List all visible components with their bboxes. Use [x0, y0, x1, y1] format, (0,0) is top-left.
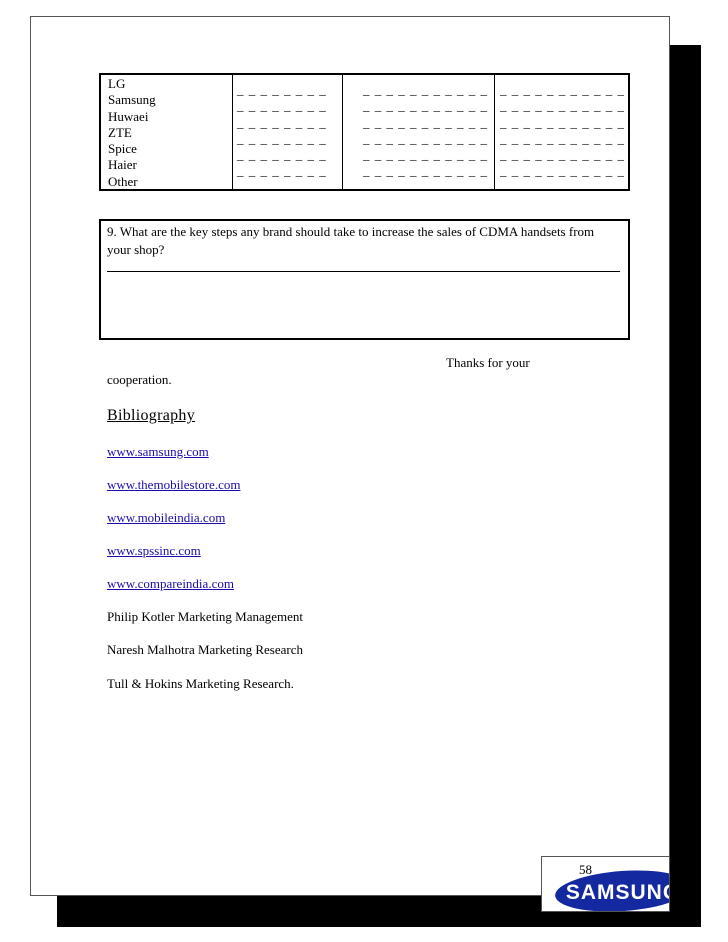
bibliography-link[interactable]: www.themobilestore.com [107, 477, 241, 492]
thanks-text: Thanks for your [446, 355, 530, 370]
blank-line: _ _ _ _ _ _ _ _ _ _ _ [363, 114, 488, 130]
blank-column-2 [342, 75, 495, 189]
blank-lines [363, 82, 488, 180]
blank-line: _ _ _ _ _ _ _ _ _ _ _ [363, 147, 488, 163]
samsung-logo-text: SAMSUNG [565, 881, 681, 904]
brand-name-column [101, 75, 233, 189]
brand-item: ZTE [108, 124, 132, 140]
blank-line: _ _ _ _ _ _ _ _ _ _ _ [500, 130, 625, 146]
bibliography-link[interactable]: www.compareindia.com [107, 576, 234, 591]
brand-list [108, 76, 156, 190]
brand-item: Huwaei [108, 108, 149, 124]
blank-line: _ _ _ _ _ _ _ _ _ _ _ [500, 114, 625, 130]
blank-line: _ _ _ _ _ _ _ _ _ _ _ [363, 98, 488, 114]
blank-column-3 [494, 75, 628, 189]
page-number-box [541, 856, 681, 912]
blank-line: _ _ _ _ _ _ _ _ _ _ _ [363, 82, 488, 97]
blank-line: _ _ _ _ _ _ _ _ [237, 114, 327, 130]
blank-line: _ _ _ _ _ _ _ _ [237, 163, 327, 179]
question-box [99, 219, 630, 340]
blank-line: _ _ _ _ _ _ _ _ [237, 98, 327, 114]
blank-line: _ _ _ _ _ _ _ _ _ _ _ [500, 163, 625, 179]
blank-line: _ _ _ _ _ _ _ _ [237, 147, 327, 163]
brand-item: Spice [108, 141, 137, 157]
blank-line: _ _ _ _ _ _ _ _ [237, 82, 327, 97]
blank-line: _ _ _ _ _ _ _ _ _ _ _ [363, 163, 488, 179]
blank-line: _ _ _ _ _ _ _ _ _ _ _ [500, 98, 625, 114]
blank-lines [500, 82, 625, 180]
bibliography-link[interactable]: www.spssinc.com [107, 543, 201, 558]
blank-lines [237, 82, 327, 180]
bibliography-link[interactable]: www.mobileindia.com [107, 510, 226, 525]
brand-item: Samsung [108, 92, 156, 108]
blank-column-1 [232, 75, 343, 189]
cooperation-text: cooperation. [107, 372, 172, 387]
bibliography-book: Naresh Malhotra Marketing Research [107, 642, 304, 657]
bibliography-book: Philip Kotler Marketing Management [107, 609, 304, 624]
blank-line: _ _ _ _ _ _ _ _ [237, 130, 327, 146]
samsung-logo [553, 868, 681, 912]
bibliography-heading: Bibliography [107, 407, 196, 424]
question-text: 9. What are the key steps any brand should take to increase the sales of CDMA handsets from your shop? [107, 223, 620, 272]
brand-item: Haier [108, 157, 137, 173]
page-number: 58 [579, 862, 592, 877]
bibliography-book: Tull & Hokins Marketing Research. [107, 676, 294, 691]
brand-item: Other [108, 173, 138, 189]
blank-line: _ _ _ _ _ _ _ _ _ _ _ [363, 130, 488, 146]
brand-item: LG [108, 76, 126, 91]
blank-line: _ _ _ _ _ _ _ _ _ _ _ [500, 147, 625, 163]
brand-table [99, 73, 630, 191]
bibliography-link[interactable]: www.samsung.com [107, 444, 209, 459]
blank-line: _ _ _ _ _ _ _ _ _ _ _ [500, 82, 625, 97]
